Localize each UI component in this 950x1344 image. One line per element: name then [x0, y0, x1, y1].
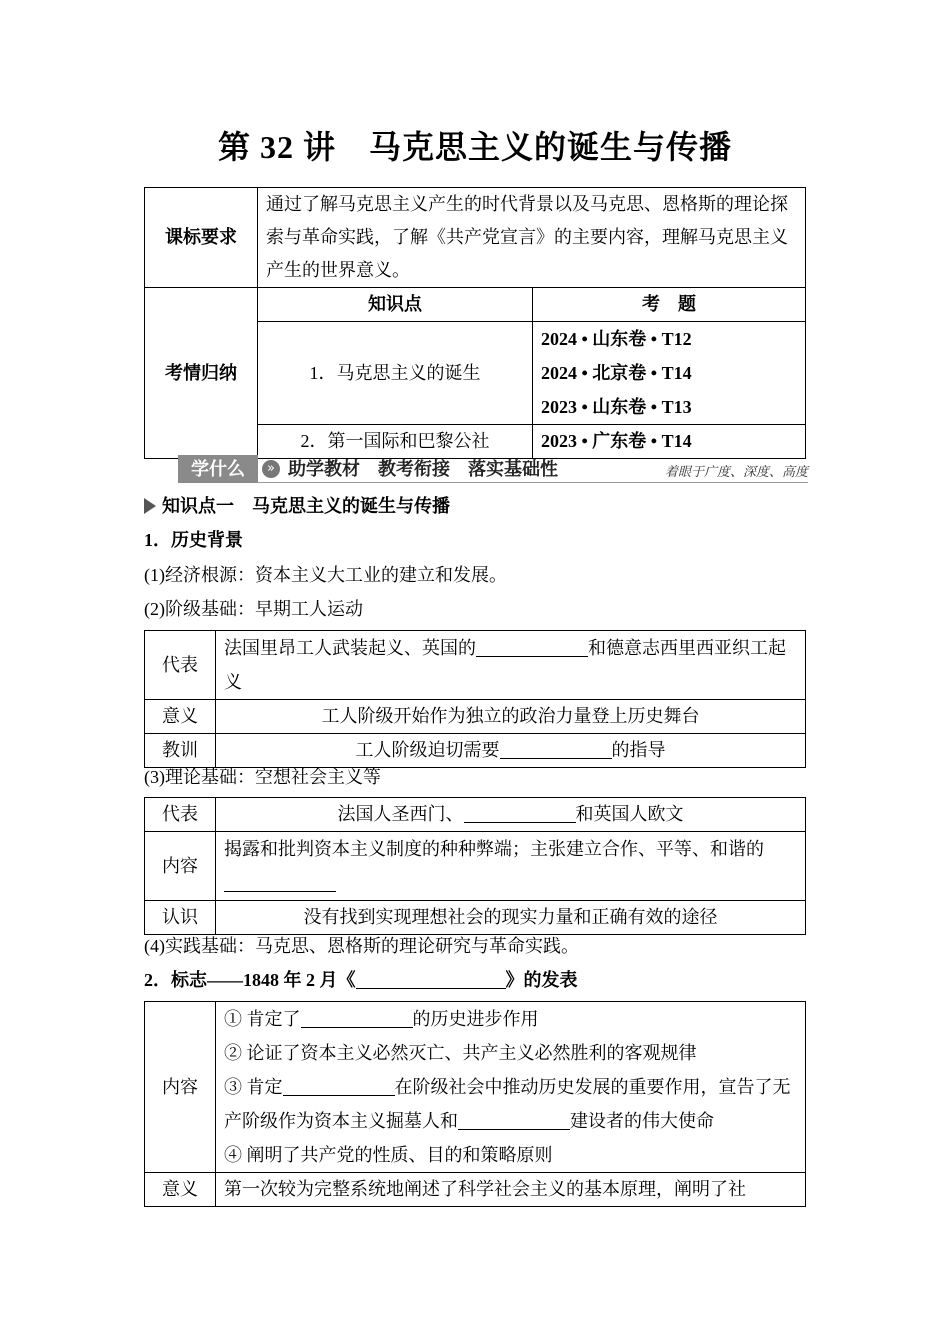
- fill-blank[interactable]: [500, 738, 612, 759]
- triangle-marker-icon: [144, 498, 156, 514]
- exam-item: 2024 • 山东卷 • T12: [541, 329, 692, 349]
- row-label: 意义: [145, 700, 216, 734]
- fill-blank[interactable]: [476, 636, 588, 657]
- manifesto-table: [144, 1001, 806, 1207]
- paragraph-class: (2)阶级基础：早期工人运动: [144, 599, 363, 619]
- list-item: ④ 阐明了共产党的性质、目的和策略原则: [224, 1145, 553, 1165]
- knowledge-point-1: 1．马克思主义的诞生: [258, 322, 533, 425]
- page-title: 第 32 讲 马克思主义的诞生与传播: [217, 129, 732, 165]
- banner-tag: 学什么: [178, 455, 258, 483]
- row-label: 代表: [145, 631, 216, 700]
- exam-item: 2023 • 广东卷 • T14: [533, 425, 806, 459]
- chevron-right-icon: »: [262, 460, 280, 478]
- row-label: 内容: [145, 832, 216, 901]
- exam-item: 2023 • 山东卷 • T13: [541, 397, 692, 417]
- row-content: 法国人圣西门、 和英国人欧文: [216, 798, 806, 832]
- knowledge-point-2: 2．第一国际和巴黎公社: [258, 425, 533, 459]
- row-label: 内容: [145, 1002, 216, 1173]
- row-content: 没有找到实现理想社会的现实力量和正确有效的途径: [216, 901, 806, 935]
- curriculum-label: 课标要求: [145, 188, 258, 288]
- row-label: 意义: [145, 1173, 216, 1207]
- overview-table: [144, 187, 806, 459]
- paragraph-practice: (4)实践基础：马克思、恩格斯的理论研究与革命实践。: [144, 936, 579, 956]
- list-item: ③ 肯定 在阶级社会中推动历史发展的重要作用，宣告了无产阶级作为资本主义掘墓人和 建设者的伟大使命: [224, 1077, 791, 1131]
- class-basis-table: [144, 630, 806, 768]
- fill-blank[interactable]: [458, 1109, 570, 1130]
- row-content: 揭露和批判资本主义制度的种种弊端；主张建立合作、平等、和谐的: [216, 832, 806, 901]
- fill-blank[interactable]: [224, 871, 336, 892]
- paragraph-economic: (1)经济根源：资本主义大工业的建立和发展。: [144, 565, 507, 585]
- row-content: 第一次较为完整系统地阐述了科学社会主义的基本原理，阐明了社: [216, 1173, 806, 1207]
- exam-summary-label: 考情归纳: [145, 288, 258, 459]
- fill-blank[interactable]: [283, 1075, 395, 1096]
- col-exam-header: 考 题: [533, 288, 806, 322]
- row-content: 工人阶级开始作为独立的政治力量登上历史舞台: [216, 700, 806, 734]
- row-label: 代表: [145, 798, 216, 832]
- row-content: 工人阶级迫切需要 的指导: [216, 734, 806, 768]
- heading-milestone: 2．标志——1848 年 2 月《 》的发表: [144, 970, 578, 990]
- banner-slogan: 着眼于广度、深度、高度: [664, 464, 808, 479]
- col-knowledge-header: 知识点: [258, 288, 533, 322]
- section-banner: [178, 455, 808, 483]
- banner-divider: [258, 482, 808, 483]
- row-label: 认识: [145, 901, 216, 935]
- section-heading: 知识点一 马克思主义的诞生与传播: [144, 494, 450, 518]
- list-item: ② 论证了资本主义必然灭亡、共产主义必然胜利的客观规律: [224, 1043, 697, 1063]
- exam-item: 2024 • 北京卷 • T14: [541, 363, 692, 383]
- fill-blank[interactable]: [301, 1007, 413, 1028]
- fill-blank[interactable]: [356, 968, 506, 989]
- theory-basis-table: [144, 797, 806, 935]
- row-content: [216, 1002, 806, 1173]
- row-content: 法国里昂工人武装起义、英国的 和德意志西里西亚织工起义: [216, 631, 806, 700]
- row-label: 教训: [145, 734, 216, 768]
- fill-blank[interactable]: [464, 802, 576, 823]
- paragraph-theory: (3)理论基础：空想社会主义等: [144, 767, 381, 787]
- curriculum-text: 通过了解马克思主义产生的时代背景以及马克思、恩格斯的理论探索与革命实践，了解《共产党宣言》的主要内容，理解马克思主义产生的世界意义。: [258, 188, 806, 288]
- banner-text: 助学教材 教考衔接 落实基础性: [288, 459, 558, 479]
- list-item: ① 肯定了 的历史进步作用: [224, 1009, 539, 1029]
- heading-background: 1．历史背景: [144, 530, 243, 550]
